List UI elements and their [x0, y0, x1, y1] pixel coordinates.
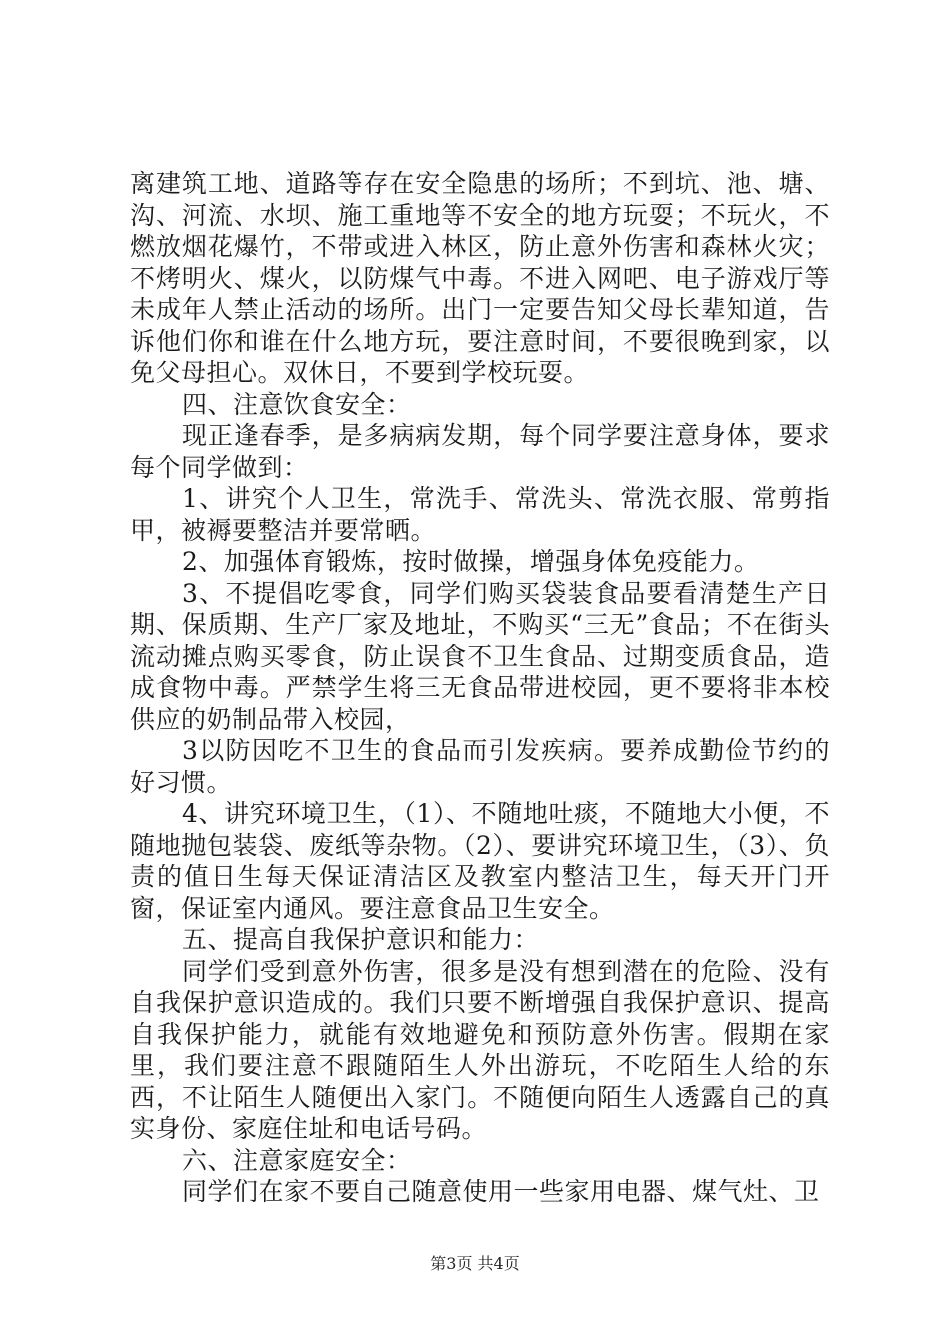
- list-item-4: 4、讲究环境卫生，（1）、不随地吐痰，不随地大小便，不随地抛包装袋、废纸等杂物。（2）、要讲究环境卫生，（3）、负责的值日生每天保证清洁区及教室内整洁卫生，每天开门开窗，保证室内通风。要注意食品卫生安全。: [130, 799, 830, 923]
- list-item-2: 2、加强体育锻炼，按时做操，增强身体免疫能力。: [182, 547, 760, 576]
- paragraph-1: 离建筑工地、道路等存在安全隐患的场所；不到坑、池、塘、沟、河流、水坝、施工重地等不安全的地方玩耍；不玩火，不燃放烟花爆竹，不带或进入林区，防止意外伤害和森林火灾；不烤明火、煤火，以防煤气中毒。不进入网吧、电子游戏厅等未成年人禁止活动的场所。出门一定要告知父母长辈知道，告诉他们你和谁在什么地方玩，要注意时间，不要很晚到家，以免父母担心。双休日，不要到学校玩耍。: [130, 169, 830, 387]
- section-heading-6: 六、注意家庭安全：: [182, 1145, 412, 1175]
- list-item-3: 3、不提倡吃零食，同学们购买袋装食品要看清楚生产日期、保质期、生产厂家及地址，不购买“三无”食品；不在街头流动摊点购买零食，防止误食不卫生食品、过期变质食品，造成食物中毒。严禁学生将三无食品带进校园，更不要将非本校供应的奶制品带入校园，: [130, 578, 830, 734]
- paragraph-4: 同学们在家不要自己随意使用一些家用电器、煤气灶、卫: [182, 1177, 820, 1206]
- list-item-3b: 3以防因吃不卫生的食品而引发疾病。要养成勤俭节约的好习惯。: [130, 736, 830, 797]
- list-item-1: 1、讲究个人卫生，常洗手、常洗头、常洗衣服、常剪指甲，被褥要整洁并要常晒。: [130, 484, 830, 545]
- document-body: [130, 168, 830, 1208]
- paragraph-2: 现正逢春季，是多病病发期，每个同学要注意身体，要求每个同学做到：: [130, 421, 830, 482]
- paragraph-3: 同学们受到意外伤害，很多是没有想到潜在的危险、没有自我保护意识造成的。我们只要不断增强自我保护意识、提高自我保护能力，就能有效地避免和预防意外伤害。假期在家里，我们要注意不跟随陌生人外出游玩，不吃陌生人给的东西，不让陌生人随便出入家门。不随便向陌生人透露自己的真实身份、家庭住址和电话号码。: [130, 956, 830, 1143]
- section-heading-5: 五、提高自我保护意识和能力：: [182, 925, 540, 954]
- section-heading-4: 四、注意饮食安全：: [182, 389, 412, 419]
- page-number-footer: 第3页 共4页: [430, 1254, 520, 1273]
